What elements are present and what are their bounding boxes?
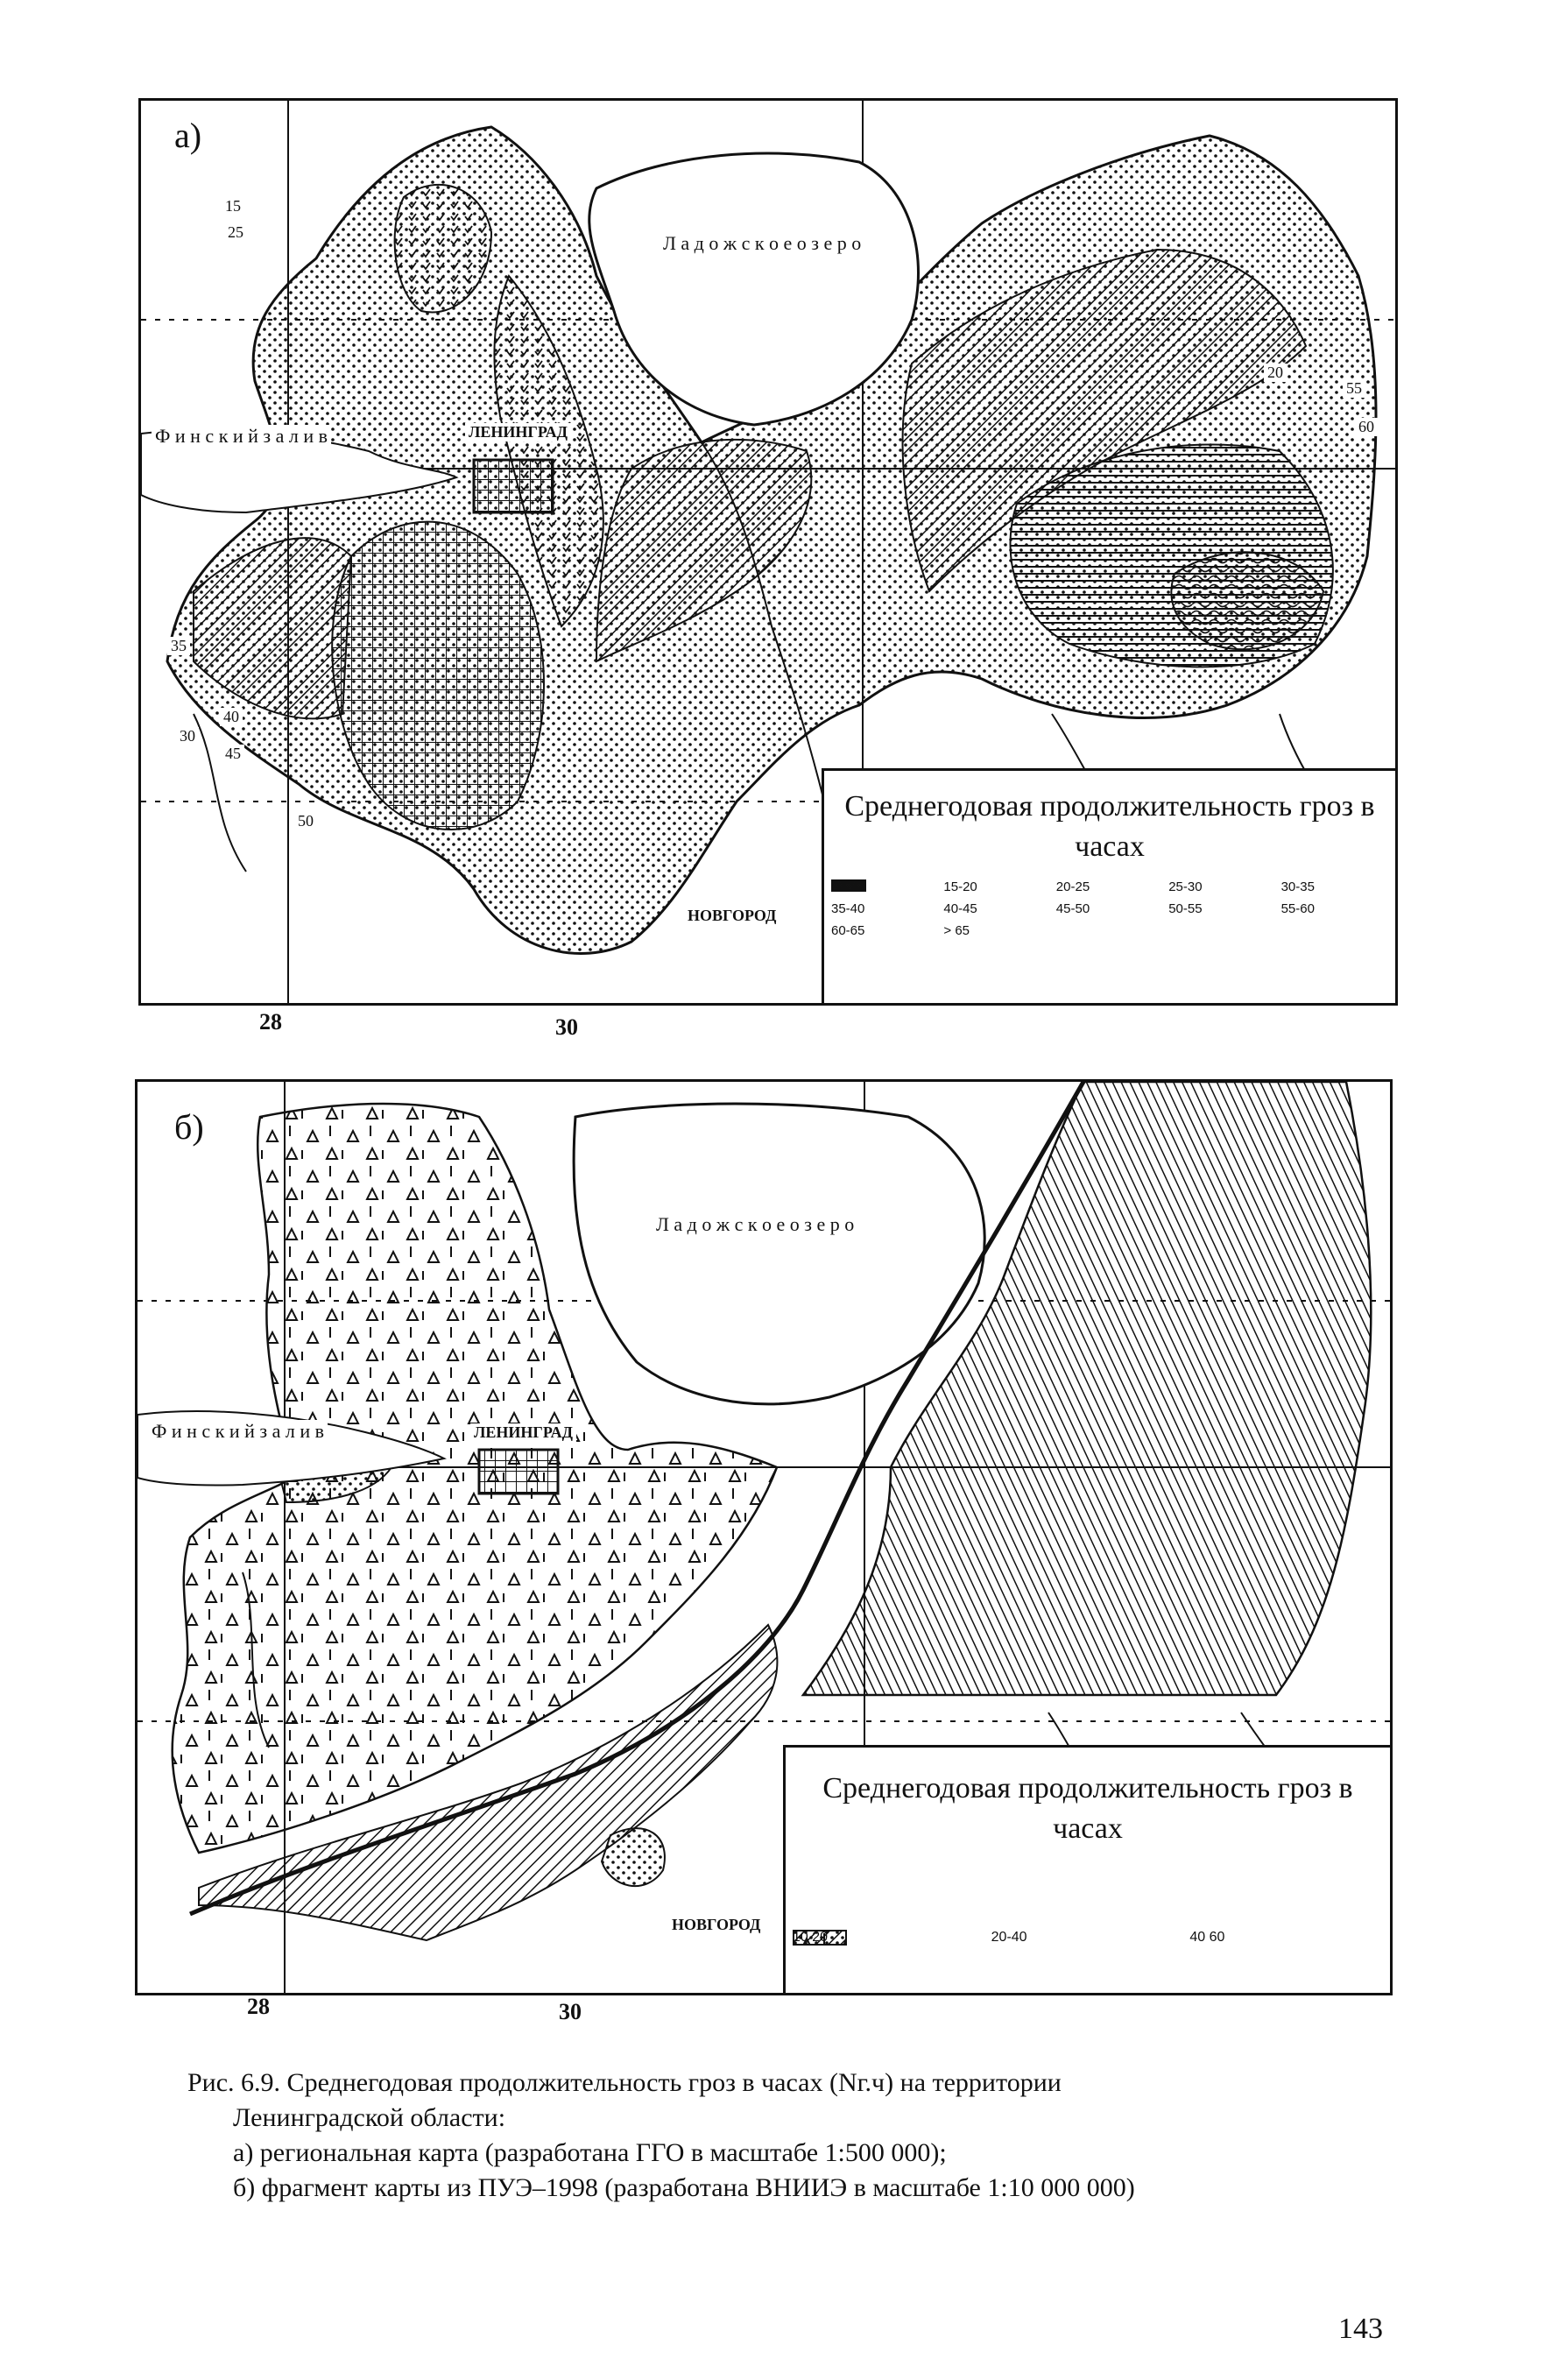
- map-a-legend-label: 15-20: [943, 879, 977, 894]
- map-a-city-leningrad: ЛЕНИНГРАД: [465, 423, 571, 441]
- map-a-legend-items: [831, 879, 1390, 938]
- map-b-leningrad-city: [479, 1450, 558, 1494]
- map-a-legend-item: [1281, 901, 1390, 916]
- map-b-lake-label: Л а д о ж с к о е о з е р о: [653, 1213, 857, 1236]
- map-a-isoline-label: 50: [294, 812, 317, 830]
- map-a-legend-label: 55-60: [1280, 901, 1315, 916]
- figure-caption: [187, 2066, 1466, 2206]
- map-a-meridian-30: 30: [555, 1014, 578, 1040]
- map-a-legend-title: Среднегодовая продолжительность гроз в часах: [844, 790, 1375, 863]
- map-b-gulf-label: Ф и н с к и й з а л и в: [148, 1420, 328, 1443]
- map-b-legend-swatch: [793, 1930, 847, 1946]
- map-a-legend-label: 50-55: [1168, 901, 1203, 916]
- map-a-isoline-label: 35: [167, 637, 190, 655]
- map-b-legend: [783, 1745, 1390, 1993]
- map-b-city-leningrad: ЛЕНИНГРАД: [470, 1423, 576, 1442]
- map-a-lake-label: Л а д о ж с к о е о з е р о: [660, 232, 864, 255]
- map-b-panel-label: б): [167, 1106, 211, 1148]
- caption-line: Рис. 6.9. Среднегодовая продолжительность гроз в часах (Nг.ч) на территории: [187, 2068, 1062, 2097]
- map-a-legend-item: [943, 901, 1052, 916]
- map-a-legend-item: [1056, 879, 1165, 894]
- map-a-isoline-label: 15: [222, 197, 244, 215]
- map-b-legend-item: [991, 1930, 1187, 1946]
- map-a-legend-item: [1168, 879, 1277, 894]
- map-a-isoline-label: 20: [1264, 364, 1287, 382]
- map-a-isoline-label: 40: [220, 708, 243, 726]
- map-a-legend: [822, 768, 1395, 1003]
- map-b-legend-title: Среднегодовая продолжительность гроз в часах: [822, 1772, 1353, 1845]
- map-a-leningrad-city: [474, 460, 553, 512]
- map-a-isoline-label: 25: [224, 223, 247, 242]
- map-a-legend-item: [831, 901, 940, 916]
- map-a-gulf-label: Ф и н с к и й з а л и в: [152, 425, 331, 448]
- map-a-legend-label: 30-35: [1280, 879, 1315, 894]
- map-b-meridian-30: 30: [559, 1999, 582, 2024]
- map-a-isoline-label: 45: [222, 745, 244, 763]
- map-b-zone-10-20: [602, 1828, 665, 1886]
- caption-line: б) фрагмент карты из ПУЭ–1998 (разработана ВНИИЭ в масштабе 1:10 000 000): [233, 2173, 1135, 2202]
- map-a-isoline-label: 60: [1355, 418, 1378, 436]
- map-a-legend-label: 40-45: [943, 901, 977, 916]
- map-a-meridian-28: 28: [259, 1009, 282, 1035]
- map-a-panel-label: а): [167, 115, 208, 156]
- map-b-legend-label: 20-40: [991, 1930, 1027, 1945]
- map-a-legend-item: [1056, 901, 1165, 916]
- page-number: 143: [1338, 2313, 1383, 2345]
- map-b-legend-items: [793, 1930, 1385, 1946]
- map-a-legend-label: 60-65: [831, 923, 865, 938]
- map-a-legend-item: [943, 923, 1052, 938]
- map-a-legend-item: [1168, 901, 1277, 916]
- map-a-legend-label: 45-50: [1055, 901, 1090, 916]
- map-a-isoline-label: 55: [1343, 379, 1365, 398]
- map-a-legend-label: 25-30: [1168, 879, 1203, 894]
- map-a-isoline-label: 30: [176, 727, 199, 745]
- map-b: [135, 1079, 1393, 1995]
- caption-line: Ленинградской области:: [233, 2103, 506, 2132]
- map-b-meridian-28: 28: [247, 1994, 270, 2019]
- map-a-legend-item: [1281, 879, 1390, 894]
- map-a-legend-swatch: [831, 879, 866, 892]
- map-a-city-novgorod: НОВГОРОД: [684, 907, 780, 925]
- map-a-legend-item: [943, 879, 1052, 894]
- map-a-legend-label: 35-40: [831, 901, 865, 916]
- caption-line: а) региональная карта (разработана ГГО в масштабе 1:500 000);: [233, 2138, 947, 2167]
- map-a-legend-item: [831, 923, 940, 938]
- map-a-legend-label: > 65: [943, 923, 970, 938]
- map-a-legend-label: 20-25: [1055, 879, 1090, 894]
- map-b-legend-label: 40 60: [1189, 1930, 1225, 1945]
- map-b-city-novgorod: НОВГОРОД: [668, 1916, 764, 1934]
- map-a: [138, 98, 1398, 1006]
- map-b-legend-item: [1189, 1930, 1385, 1946]
